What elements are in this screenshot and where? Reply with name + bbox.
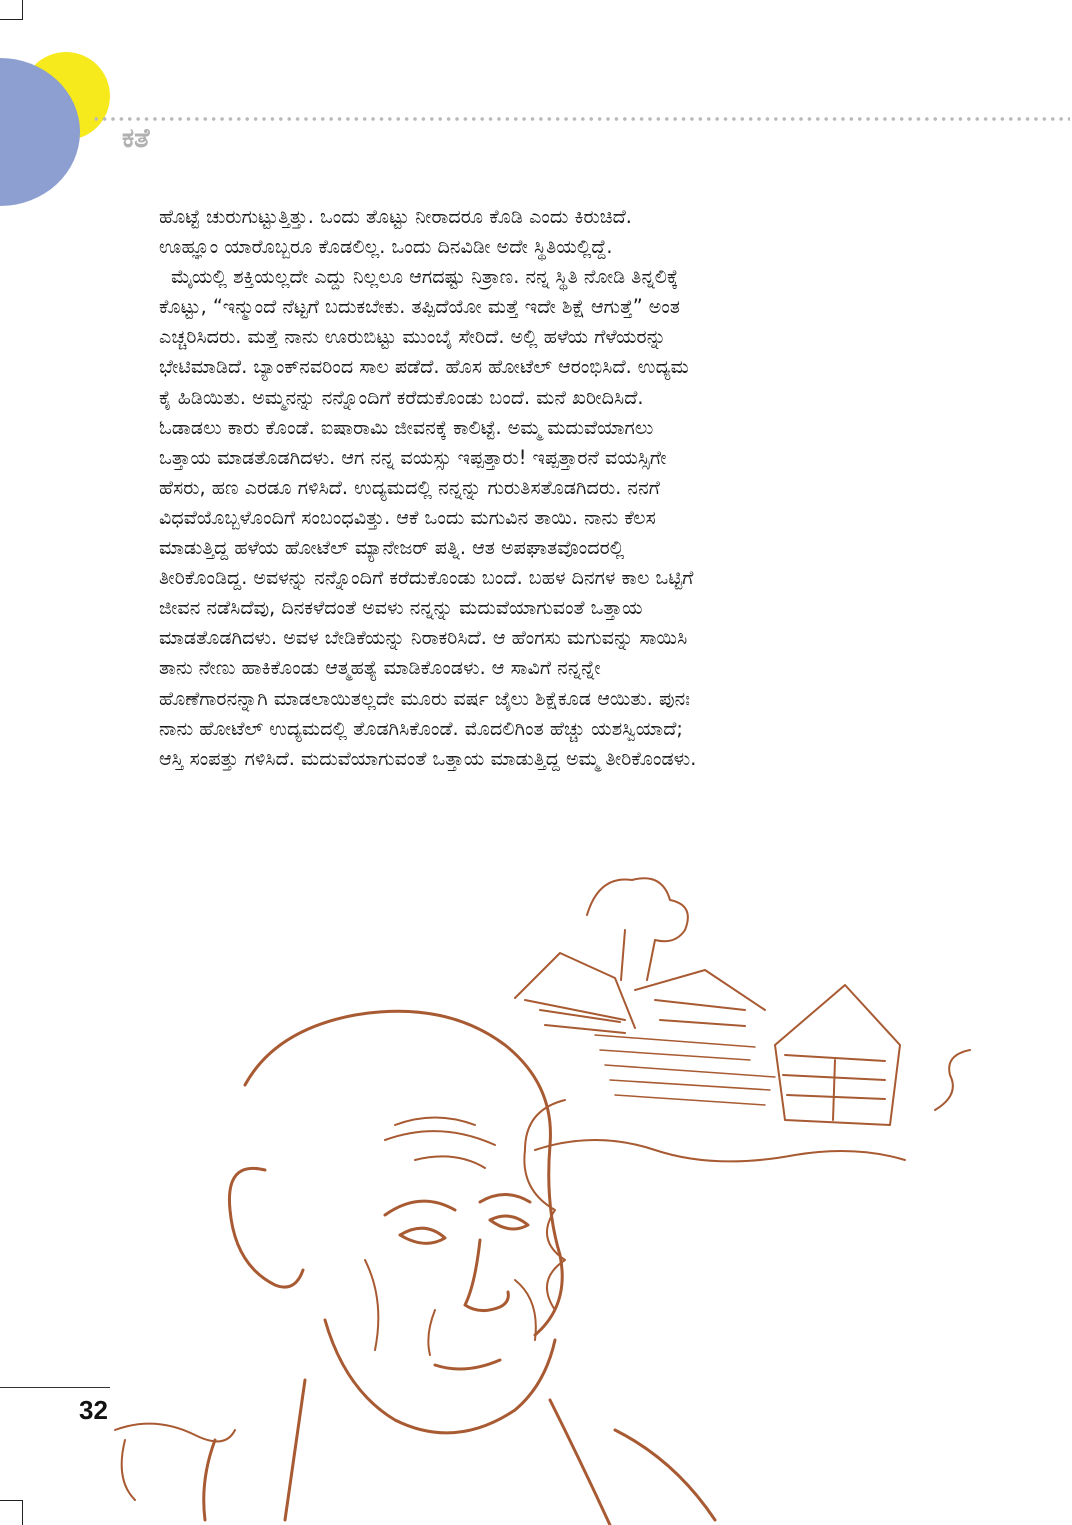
house-left-sketch: [515, 953, 635, 1033]
dotted-header-rule: [92, 116, 1070, 122]
cheek-lines-sketch: [365, 1260, 536, 1355]
text-line: ವಿಧವೆಯೊಬ್ಬಳೊಂದಿಗೆ ಸಂಬಂಧವಿತ್ತು. ಆಕೆ ಒಂದು ಮಗುವಿನ ತಾಯಿ. ನಾನು ಕೆಲಸ: [159, 505, 656, 529]
text-line: ತಾನು ನೇಣು ಹಾಕಿಕೊಂಡು ಆತ್ಮಹತ್ಯೆ ಮಾಡಿಕೊಂಡಳು. ಆ ಸಾವಿಗೆ ನನ್ನನ್ನೇ: [159, 656, 601, 680]
text-line: ನಾನು ಹೋಟೆಲ್ ಉದ್ಯಮದಲ್ಲಿ ತೊಡಗಿಸಿಕೊಂಡೆ. ಮೊದಲಿಗಿಂತ ಹೆಚ್ಚು ಯಶಸ್ವಿಯಾದೆ;: [159, 716, 683, 740]
page-number: 32: [79, 1395, 108, 1425]
house-middle-sketch: [635, 970, 765, 1026]
sketch-old-man-icon: [95, 840, 990, 1525]
tree-sketch: [587, 878, 688, 980]
text-line: ಹೆಸರು, ಹಣ ಎರಡೂ ಗಳಿಸಿದೆ. ಉದ್ಯಮದಲ್ಲಿ ನನ್ನನ್ನು ಗುರುತಿಸತೊಡಗಿದರು. ನನಗೆ: [159, 475, 660, 499]
text-line: ಮೈಯಲ್ಲಿ ಶಕ್ತಿಯಲ್ಲದೇ ಎದ್ದು ನಿಲ್ಲಲೂ ಆಗದಷ್ಟು ನಿತ್ರಾಣ. ನನ್ನ ಸ್ಥಿತಿ ನೋಡಿ ತಿನ್ನಲಿಕ್ಕೆ: [171, 265, 679, 289]
crop-mark-top-vertical: [22, 0, 23, 20]
text-line: ಓಡಾಡಲು ಕಾರು ಕೊಂಡೆ. ಐಷಾರಾಮಿ ಜೀವನಕ್ಕೆ ಕಾಲಿಟ್ಟೆ. ಅಮ್ಮ ಮದುವೆಯಾಗಲು: [159, 415, 654, 439]
shoulder-sketch: [115, 1424, 235, 1500]
text-line: ಮಾಡತೊಡಗಿದಳು. ಅವಳ ಬೇಡಿಕೆಯನ್ನು ನಿರಾಕರಿಸಿದೆ. ಆ ಹೆಂಗಸು ಮಗುವನ್ನು ಸಾಯಿಸಿ: [159, 626, 688, 650]
crop-mark-bottom-vertical: [22, 1500, 23, 1525]
text-line: ತೀರಿಕೊಂಡಿದ್ದ. ಅವಳನ್ನು ನನ್ನೊಂದಿಗೆ ಕರೆದುಕೊಂಡು ಬಂದೆ. ಬಹಳ ದಿನಗಳ ಕಾಲ ಒಟ್ಟಿಗೆ: [159, 566, 694, 590]
eye-sketch: [400, 1216, 528, 1243]
text-line: ಎಚ್ಚರಿಸಿದರು. ಮತ್ತೆ ನಾನು ಊರುಬಿಟ್ಟು ಮುಂಬೈ ಸೇರಿದೆ. ಅಲ್ಲಿ ಹಳೆಯ ಗೆಳೆಯರನ್ನು: [159, 325, 667, 349]
text-line: ಭೇಟಿಮಾಡಿದೆ. ಬ್ಯಾಂಕ್‌ನವರಿಂದ ಸಾಲ ಪಡೆದೆ. ಹೊಸ ಹೋಟೆಲ್ ಆರಂಭಿಸಿದೆ. ಉದ್ಯಮ: [159, 355, 689, 379]
text-line: ಆಸ್ತಿ ಸಂಪತ್ತು ಗಳಿಸಿದೆ. ಮದುವೆಯಾಗುವಂತೆ ಒತ್ತಾಯ ಮಾಡುತ್ತಿದ್ದ ಅಮ್ಮ ತೀರಿಕೊಂಡಳು.: [159, 746, 697, 770]
jaw-sketch: [325, 1320, 555, 1433]
nose-sketch: [465, 1240, 508, 1311]
section-label: ಕತೆ: [122, 123, 150, 154]
text-line: ಜೀವನ ನಡೆಸಿದೆವು, ದಿನಕಳೆದಂತೆ ಅವಳು ನನ್ನನ್ನು ಮದುವೆಯಾಗುವಂತೆ ಒತ್ತಾಯ: [159, 596, 643, 620]
eyebrow-sketch: [385, 1195, 530, 1216]
text-line: ಹೊಟ್ಟೆ ಚುರುಗುಟ್ಟುತ್ತಿತ್ತು. ಒಂದು ತೊಟ್ಟು ನೀರಾದರೂ ಕೊಡಿ ಎಂದು ಕಿರುಚಿದೆ.: [159, 205, 632, 228]
ear-sketch: [229, 1168, 303, 1287]
text-line: ಕೈ ಹಿಡಿಯಿತು. ಅಮ್ಮನನ್ನು ನನ್ನೊಂದಿಗೆ ಕರೆದುಕೊಂಡು ಬಂದೆ. ಮನೆ ಖರೀದಿಸಿದೆ.: [159, 385, 644, 409]
page-number-rule: [0, 1387, 110, 1388]
text-line: ಊಹ್ಞೂಂ ಯಾರೊಬ್ಬರೂ ಕೊಡಲಿಲ್ಲ. ಒಂದು ದಿನವಿಡೀ ಅದೇ ಸ್ಥಿತಿಯಲ್ಲಿದ್ದೆ.: [159, 235, 613, 259]
crop-mark-bottom-horizontal: [0, 1500, 23, 1501]
text-line: ಮಾಡುತ್ತಿದ್ದ ಹಳೆಯ ಹೋಟೆಲ್ ಮ್ಯಾನೇಜರ್ ಪತ್ನಿ. ಆತ ಅಪಘಾತವೊಂದರಲ್ಲಿ: [159, 536, 625, 560]
mouth-sketch: [435, 1360, 500, 1369]
neck-collar-sketch: [204, 1380, 715, 1525]
text-line: ಕೊಟ್ಟು, “ಇನ್ಮುಂದೆ ನೆಟ್ಟಗೆ ಬದುಕಬೇಕು. ತಪ್ಪಿದೆಯೋ ಮತ್ತೆ ಇದೇ ಶಿಕ್ಷೆ ಆಗುತ್ತೆ” ಅಂತ: [159, 295, 681, 319]
roof-hatch-sketch: [595, 1035, 775, 1105]
house-right-sketch: [775, 985, 900, 1125]
crop-mark-top-horizontal: [0, 19, 23, 20]
text-line: ಒತ್ತಾಯ ಮಾಡತೊಡಗಿದಳು. ಆಗ ನನ್ನ ವಯಸ್ಸು ಇಪ್ಪತ್ತಾರು! ಇಪ್ಪತ್ತಾರನೆ ವಯಸ್ಸಿಗೇ: [159, 445, 667, 469]
story-body: [159, 202, 919, 774]
text-line: ಹೊಣೆಗಾರನನ್ನಾಗಿ ಮಾಡಲಾಯಿತಲ್ಲದೇ ಮೂರು ವರ್ಷ ಜೈಲು ಶಿಕ್ಷೆಕೂಡ ಆಯಿತು. ಪುನಃ: [159, 686, 691, 710]
forehead-wrinkles-sketch: [385, 1118, 495, 1169]
